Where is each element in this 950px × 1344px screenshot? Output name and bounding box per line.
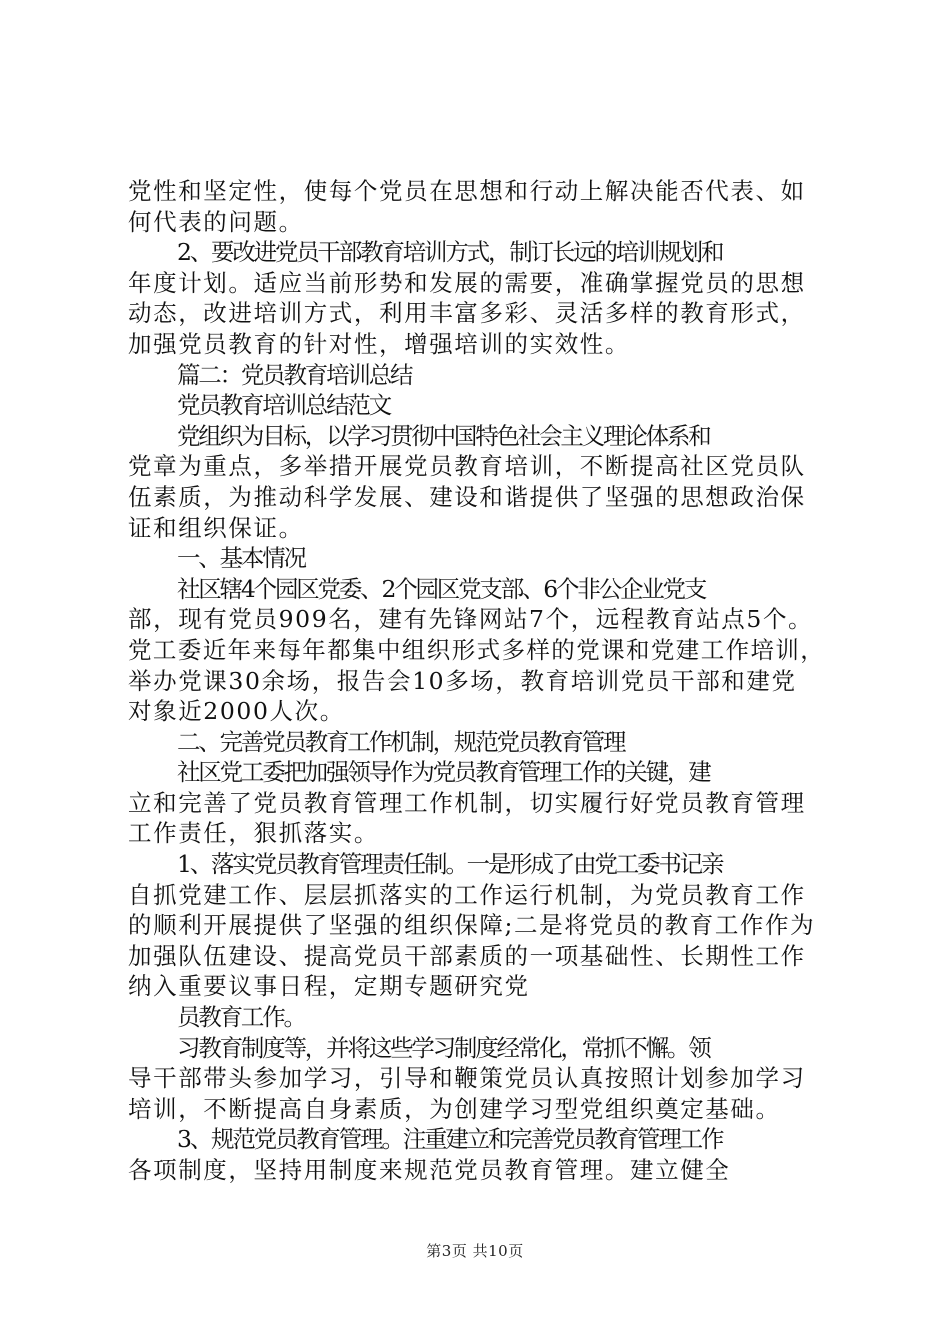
text-line: 党性和坚定性，使每个党员在思想和行动上解决能否代表、如 [128,177,806,205]
text-line: 立和完善了党员教育管理工作机制，切实履行好党员教育管理 [128,788,806,817]
text-line: 动态，改进培训方式，利用丰富多彩、灵活多样的教育形式， [128,299,806,328]
text-line: 导干部带头参加学习，引导和鞭策党员认真按照计划参加学习 [128,1064,806,1093]
text-line: 各项制度，坚持用制度来规范党员教育管理。建立健全 [128,1156,731,1184]
text-line: 纳入重要议事日程，定期专题研究党 [128,972,530,1001]
text-line: 1、落实党员教育管理责任制。一是形成了由党工委书记亲 [177,850,723,879]
text-line: 社区党工委把加强领导作为党员教育管理工作的关键，建 [177,758,710,787]
text-line: 何代表的问题。 [128,207,304,236]
text-line: 篇二：党员教育培训总结 [177,360,412,389]
text-line: 举办党课30余场，报告会10多场，教育培训党员干部和建党 [128,666,797,695]
text-line: 对象近2000人次。 [128,697,345,726]
text-line: 自抓党建工作、层层抓落实的工作运行机制，为党员教育工作 [128,880,806,909]
text-line: 二、完善党员教育工作机制，规范党员教育管理 [177,727,625,756]
text-line: 的顺利开展提供了坚强的组织保障;二是将党员的教育工作作为 [128,911,816,940]
text-line: 培训，不断提高自身素质，为创建学习型党组织奠定基础。 [128,1094,781,1123]
text-line: 一、基本情况 [177,544,305,573]
page-footer: 第3页 共10页 [426,1242,524,1260]
text-line: 党工委近年来每年都集中组织形式多样的党课和党建工作培训， [128,635,826,664]
text-line: 2、要改进党员干部教育培训方式，制订长远的培训规划和 [177,238,723,267]
text-line: 证和组织保证。 [128,513,304,542]
text-line: 党员教育培训总结范文 [177,391,390,420]
text-line: 部，现有党员909名，建有先锋网站7个，远程教育站点5个。 [128,605,814,634]
text-line: 伍素质，为推动科学发展、建设和谐提供了坚强的思想政治保 [128,482,806,511]
document-body [128,176,828,1186]
text-line: 党组织为目标，以学习贯彻中国特色社会主义理论体系和 [177,421,710,450]
text-line: 党章为重点，多举措开展党员教育培训，不断提高社区党员队 [128,452,806,481]
text-line: 3、规范党员教育管理。注重建立和完善党员教育管理工作 [177,1125,723,1154]
text-line: 加强党员教育的针对性，增强培训的实效性。 [128,329,630,358]
text-line: 加强队伍建设、提高党员干部素质的一项基础性、长期性工作 [128,941,806,970]
text-line: 员教育工作。 [177,1003,305,1032]
text-line: 社区辖4个园区党委、2个园区党支部、6个非公企业党支 [177,574,706,603]
text-line: 习教育制度等，并将这些学习制度经常化，常抓不懈。领 [177,1033,710,1062]
text-line: 工作责任，狠抓落实。 [128,819,379,848]
text-line: 年度计划。适应当前形势和发展的需要，准确掌握党员的思想 [128,268,806,297]
